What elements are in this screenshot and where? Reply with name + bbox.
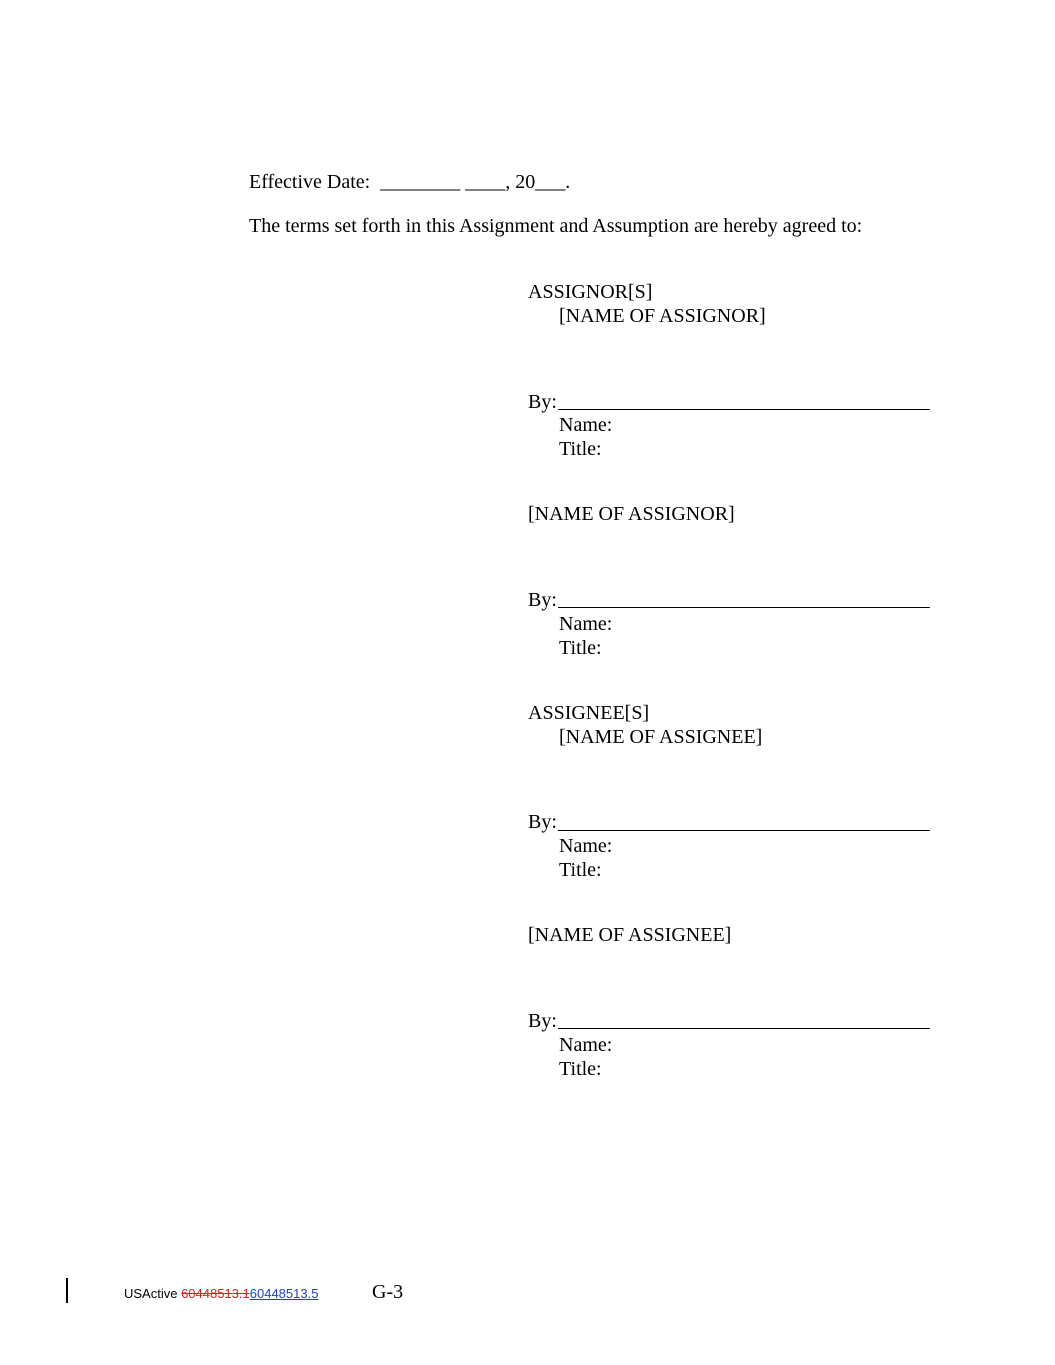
change-bar (66, 1278, 68, 1303)
footer-doc-id (124, 1286, 318, 1302)
assignor-2-name-label: Name: (559, 613, 613, 635)
effective-date-line: Effective Date: ________ ____, 20___. (249, 171, 571, 193)
footer-inserted-id: 60448513.5 (249, 1286, 319, 1301)
assignor-2-signature-line[interactable] (558, 607, 930, 608)
assignee-header: ASSIGNEE[S] (528, 702, 650, 724)
assignee-1-title-label: Title: (559, 859, 602, 881)
assignee-2-name: [NAME OF ASSIGNEE] (528, 924, 732, 946)
assignor-2-title-label: Title: (559, 637, 602, 659)
assignee-2-title-label: Title: (559, 1058, 602, 1080)
footer-deleted-id: 60448513.1 (181, 1286, 250, 1301)
assignee-1-signature-line[interactable] (558, 830, 930, 831)
assignee-2-by-label: By: (528, 1010, 557, 1032)
assignor-1-title-label: Title: (559, 438, 602, 460)
page-number: G-3 (372, 1281, 404, 1303)
assignee-2-name-label: Name: (559, 1034, 613, 1056)
assignee-1-by-label: By: (528, 811, 557, 833)
assignor-2-by-label: By: (528, 589, 557, 611)
footer-doc-prefix: USActive (124, 1286, 182, 1301)
assignor-2-name: [NAME OF ASSIGNOR] (528, 503, 735, 525)
assignee-1-name-label: Name: (559, 835, 613, 857)
assignee-1-name: [NAME OF ASSIGNEE] (559, 726, 763, 748)
assignor-1-name: [NAME OF ASSIGNOR] (559, 305, 766, 327)
assignor-1-by-label: By: (528, 391, 557, 413)
agreement-statement: The terms set forth in this Assignment and Assumption are hereby agreed to: (249, 215, 863, 237)
assignee-2-signature-line[interactable] (558, 1028, 930, 1029)
assignor-1-signature-line[interactable] (558, 409, 930, 410)
assignor-header: ASSIGNOR[S] (528, 281, 653, 303)
assignor-1-name-label: Name: (559, 414, 613, 436)
